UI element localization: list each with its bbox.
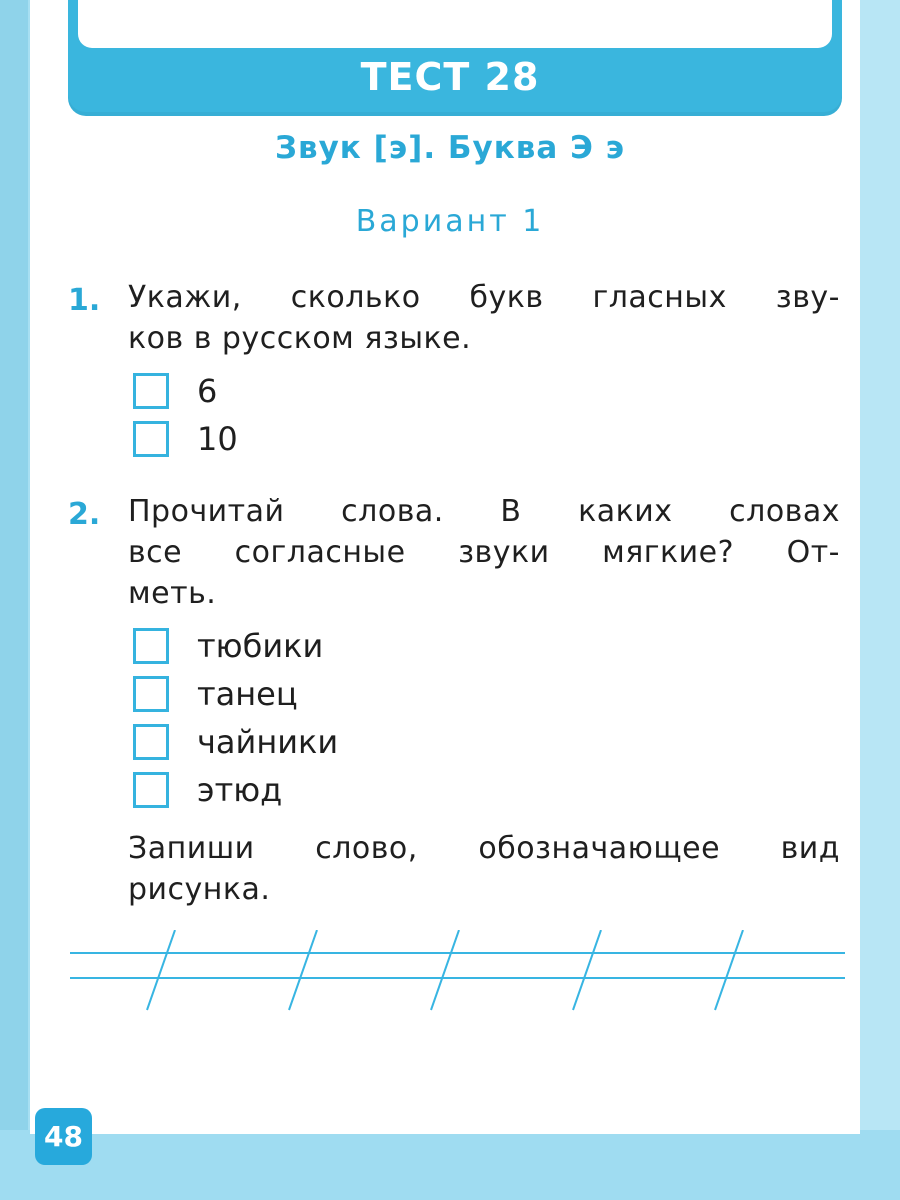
question-2-option-4[interactable] — [133, 771, 282, 809]
header-white-strip — [78, 0, 832, 48]
question-1-text — [128, 277, 840, 359]
page-number-badge: 48 — [35, 1108, 92, 1165]
answer-checkbox[interactable] — [133, 676, 169, 712]
question-2-line-3: меть. — [128, 576, 217, 611]
option-label: этюд — [197, 771, 283, 809]
question-1-line-1: Укажи, сколько букв гласных зву- — [128, 280, 840, 315]
test-title: ТЕСТ 28 — [360, 55, 540, 99]
slant-guide-line — [431, 930, 459, 1010]
question-2-option-3[interactable] — [133, 723, 338, 761]
question-2-line-1: Прочитай слова. В каких словах — [128, 494, 840, 529]
option-label: 10 — [197, 420, 238, 458]
question-2-option-2[interactable] — [133, 675, 298, 713]
bottom-border-band — [0, 1130, 900, 1200]
option-label: 6 — [197, 372, 218, 410]
slant-guide-line — [147, 930, 175, 1010]
answer-checkbox[interactable] — [133, 373, 169, 409]
question-2-text — [128, 491, 840, 614]
question-2-line-2: все согласные звуки мягкие? От- — [128, 535, 840, 570]
slant-guide-line — [715, 930, 743, 1010]
question-1-option-2[interactable] — [133, 420, 238, 458]
writing-task-line-1: Запиши слово, обозначающее вид — [128, 831, 840, 866]
slant-guide-line — [289, 930, 317, 1010]
question-1-option-1[interactable] — [133, 372, 217, 410]
question-2-option-1[interactable] — [133, 627, 323, 665]
answer-checkbox[interactable] — [133, 421, 169, 457]
answer-checkbox[interactable] — [133, 772, 169, 808]
lesson-subtitle: Звук [э]. Буква Э э — [274, 130, 626, 166]
writing-task-text — [128, 828, 840, 910]
handwriting-lines[interactable] — [70, 930, 845, 1020]
left-border-band — [0, 0, 28, 1200]
question-2-number: 2. — [68, 497, 101, 532]
answer-checkbox[interactable] — [133, 628, 169, 664]
option-label: чайники — [197, 723, 339, 761]
right-border-band — [860, 0, 900, 1200]
writing-task-line-2: рисунка. — [128, 872, 271, 907]
option-label: танец — [197, 675, 298, 713]
option-label: тюбики — [197, 627, 324, 665]
answer-checkbox[interactable] — [133, 724, 169, 760]
question-1-number: 1. — [68, 283, 101, 318]
variant-label: Вариант 1 — [355, 204, 545, 239]
question-1-line-2: ков в русском языке. — [128, 321, 472, 356]
slant-guide-line — [573, 930, 601, 1010]
